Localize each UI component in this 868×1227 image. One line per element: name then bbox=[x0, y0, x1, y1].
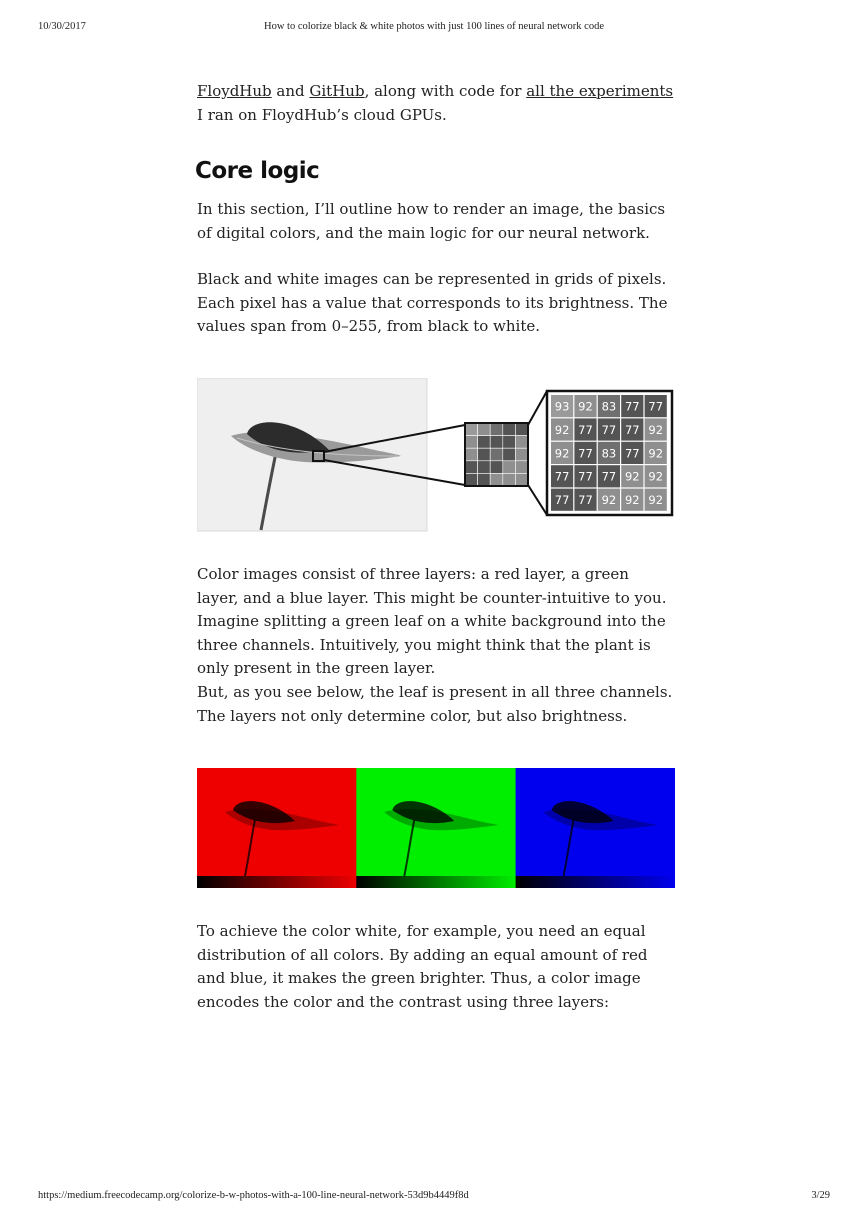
paragraph-bw-pixels: Black and white images can be represented in grids of pixels. Each pixel has a value that corresponds to its brightness. The values span from 0–255, from black to white. bbox=[197, 270, 668, 336]
pixel-value-label: 92 bbox=[624, 469, 640, 484]
zoomed-pixel bbox=[515, 423, 528, 436]
paragraph-white-distribution: To achieve the color white, for example, you need an equal distribution of all colors. By adding an equal amount of red and blue, it makes the green brighter. Thus, a color image encodes the color and the contrast using three layers: bbox=[197, 922, 648, 1011]
zoomed-pixel-grid bbox=[465, 423, 528, 486]
pixel-value-label: 77 bbox=[624, 422, 640, 437]
intro-text-mid: , along with code for bbox=[364, 82, 527, 100]
pixel-value-label: 77 bbox=[601, 422, 617, 437]
paragraph-color-layers: Color images consist of three layers: a red layer, a green layer, and a blue layer. This might be counter-intuitive to you. Imagine splitting a green leaf on a white background into the three channels. Intuitively, you might think that the plant is only present in the green layer. bbox=[197, 565, 667, 678]
pixel-value-label: 77 bbox=[578, 493, 593, 508]
zoomed-pixel bbox=[515, 473, 528, 486]
intro-text-end: I ran on FloydHub’s cloud GPUs. bbox=[197, 105, 447, 124]
pixel-value-label: 77 bbox=[624, 399, 640, 414]
pixel-value-label: 92 bbox=[648, 422, 664, 437]
pixel-value-label: 83 bbox=[601, 399, 617, 414]
zoomed-pixel bbox=[503, 448, 516, 461]
print-url: https://medium.freecodecamp.org/colorize-b-w-photos-with-a-100-line-neural-network-53d9b4449f8d bbox=[38, 1190, 469, 1201]
pixel-value-label: 77 bbox=[601, 469, 617, 484]
pixel-value-label: 77 bbox=[578, 422, 593, 437]
paragraph-render-intro: In this section, I’ll outline how to render an image, the basics of digital colors, and the main logic for our neural network. bbox=[197, 200, 666, 242]
pixel-value-grid bbox=[551, 395, 667, 511]
intro-paragraph bbox=[197, 80, 675, 127]
pixel-value-label: 93 bbox=[554, 399, 570, 414]
paragraph-leaf-channels: But, as you see below, the leaf is present in all three channels. The layers not only determine color, but also brightness. bbox=[197, 683, 673, 725]
pixel-value-label: 92 bbox=[578, 399, 593, 414]
zoomed-pixel bbox=[515, 436, 528, 449]
pixel-value-label: 92 bbox=[624, 493, 640, 508]
pixel-value-label: 92 bbox=[601, 493, 617, 508]
pixel-value-label: 77 bbox=[578, 469, 593, 484]
floydhub-link[interactable]: FloydHub bbox=[197, 82, 272, 100]
print-header bbox=[0, 21, 868, 35]
github-link[interactable]: GitHub bbox=[309, 82, 365, 100]
pixel-value-label: 92 bbox=[648, 469, 664, 484]
zoomed-pixel bbox=[478, 436, 491, 449]
zoom-line-upper-right bbox=[528, 391, 547, 425]
pixel-value-label: 92 bbox=[554, 422, 570, 437]
zoomed-pixel bbox=[478, 423, 491, 436]
rgb-channel-split-image bbox=[197, 768, 675, 888]
pixel-value-label: 92 bbox=[648, 446, 664, 461]
pixel-value-label: 77 bbox=[554, 493, 570, 508]
zoomed-pixel bbox=[465, 423, 478, 436]
print-footer bbox=[0, 1190, 868, 1204]
zoomed-pixel bbox=[515, 448, 528, 461]
pixel-value-label: 92 bbox=[554, 446, 570, 461]
pixel-zoom-figure bbox=[197, 378, 675, 532]
experiments-link[interactable]: all the experiments bbox=[526, 82, 674, 100]
zoomed-pixel bbox=[490, 448, 503, 461]
pixel-zoom-illustration bbox=[197, 378, 675, 532]
pixel-value-label: 83 bbox=[601, 446, 617, 461]
blue-channel-gradient bbox=[516, 876, 675, 888]
page-number: 3/29 bbox=[811, 1190, 830, 1201]
intro-text-and: and bbox=[271, 82, 310, 100]
pixel-value-label: 92 bbox=[648, 493, 664, 508]
zoomed-pixel bbox=[465, 436, 478, 449]
zoomed-pixel bbox=[515, 461, 528, 474]
zoomed-pixel bbox=[478, 448, 491, 461]
rgb-channels-figure bbox=[197, 768, 675, 888]
print-date: 10/30/2017 bbox=[38, 21, 86, 32]
zoomed-pixel bbox=[478, 473, 491, 486]
pixel-value-label: 77 bbox=[648, 399, 664, 414]
print-page-title: How to colorize black & white photos with just 100 lines of neural network code bbox=[263, 21, 604, 32]
pixel-value-label: 77 bbox=[624, 446, 640, 461]
zoomed-pixel bbox=[503, 436, 516, 449]
pixel-value-label: 77 bbox=[554, 469, 570, 484]
green-channel-gradient bbox=[356, 876, 516, 888]
pixel-value-label: 77 bbox=[578, 446, 593, 461]
zoomed-pixel bbox=[465, 473, 478, 486]
zoom-line-lower-right bbox=[528, 485, 547, 515]
zoomed-pixel bbox=[503, 423, 516, 436]
zoomed-pixel bbox=[490, 473, 503, 486]
zoomed-pixel bbox=[465, 461, 478, 474]
zoomed-pixel bbox=[503, 473, 516, 486]
zoomed-pixel bbox=[503, 461, 516, 474]
zoomed-pixel bbox=[465, 448, 478, 461]
zoomed-pixel bbox=[490, 461, 503, 474]
zoomed-pixel bbox=[490, 423, 503, 436]
red-channel-gradient bbox=[197, 876, 357, 888]
section-heading: Core logic bbox=[195, 158, 320, 184]
zoomed-pixel bbox=[478, 461, 491, 474]
zoomed-pixel bbox=[490, 436, 503, 449]
